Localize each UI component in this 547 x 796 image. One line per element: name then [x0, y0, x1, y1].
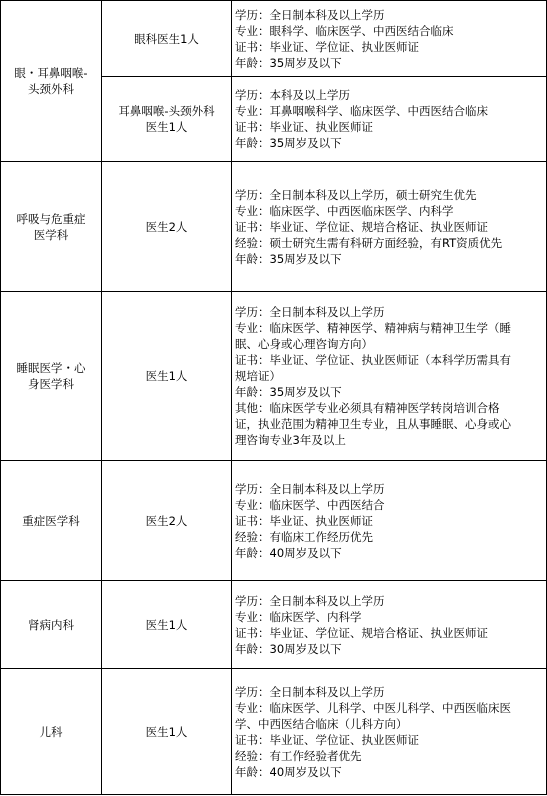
position-cell	[102, 669, 232, 795]
requirement-line: 证书：毕业证、学位证、规培合格证、执业医师证	[235, 219, 488, 234]
position-label: 医生2人	[145, 513, 188, 528]
position-cell	[102, 581, 232, 669]
requirement-line: 年龄：35周岁及以下	[235, 55, 342, 70]
requirement-line: 专业：临床医学、中西医结合	[235, 497, 385, 512]
department-cell	[1, 162, 102, 292]
requirement-line: 年龄：40周岁及以下	[235, 764, 342, 779]
table-row	[1, 1, 547, 77]
requirement-line: 专业：临床医学、内科学	[235, 609, 362, 624]
requirements-cell	[232, 77, 547, 162]
requirements-cell	[232, 1, 547, 77]
department-cell	[1, 461, 102, 581]
requirement-line: 其他：临床医学专业必须具有精神医学转岗培训合格	[235, 401, 500, 415]
requirement-line: 专业：眼科学、临床医学、中西医结合临床	[235, 23, 454, 38]
requirement-line: 年龄：35周岁及以下	[235, 385, 342, 399]
requirement-line: 理咨询专业3年及以上	[235, 433, 346, 447]
requirement-line: 专业：临床医学、精神医学、精神病与精神卫生学（睡	[235, 321, 511, 335]
table-row	[1, 581, 547, 669]
requirement-line: 经验：有临床工作经历优先	[235, 529, 373, 544]
requirement-line: 年龄：35周岁及以下	[235, 136, 342, 150]
requirement-line: 学历：全日制本科及以上学历	[235, 305, 385, 319]
table-row	[1, 669, 547, 795]
position-cell	[102, 1, 232, 77]
requirement-line: 专业：临床医学、儿科学、中医儿科学、中西医临床医	[235, 700, 511, 715]
requirement-line: 学、中西医结合临床（儿科方向）	[235, 716, 408, 731]
department-label: 呼吸与危重症	[16, 211, 86, 226]
requirement-line: 学历：全日制本科及以上学历	[235, 684, 385, 699]
department-cell	[1, 1, 102, 162]
requirement-line: 年龄：35周岁及以下	[235, 251, 342, 266]
department-label: 睡眠医学・心	[16, 361, 86, 375]
requirement-line: 证书：毕业证、学位证、执业医师证	[235, 732, 419, 747]
department-label: 头颈外科	[28, 82, 74, 96]
requirement-line: 证，执业范围为精神卫生专业，且从事睡眠、心身或心	[235, 417, 511, 431]
position-label: 医生2人	[145, 219, 188, 234]
position-label: 医生1人	[145, 617, 188, 632]
requirements-cell	[232, 581, 547, 669]
position-label: 医生1人	[145, 120, 188, 134]
department-label: 儿科	[39, 724, 63, 739]
position-label: 眼科医生1人	[134, 31, 199, 46]
department-label: 肾病内科	[28, 617, 74, 632]
requirement-line: 专业：临床医学、中西医临床医学、内科学	[235, 203, 454, 218]
department-cell	[1, 581, 102, 669]
table-row	[1, 461, 547, 581]
requirement-line: 学历：全日制本科及以上学历，硕士研究生优先	[235, 187, 477, 202]
table-row	[1, 162, 547, 292]
department-cell	[1, 669, 102, 795]
department-label: 身医学科	[28, 377, 74, 391]
requirement-line: 学历：全日制本科及以上学历	[235, 481, 385, 496]
requirements-cell	[232, 461, 547, 581]
position-label: 医生1人	[145, 724, 188, 739]
requirement-line: 学历：本科及以上学历	[235, 88, 350, 102]
position-label: 医生1人	[145, 369, 188, 383]
requirement-line: 学历：全日制本科及以上学历	[235, 7, 385, 22]
requirement-line: 经验：有工作经验者优先	[235, 748, 362, 763]
requirement-line: 眠、心身或心理咨询方向）	[235, 337, 373, 351]
requirement-line: 证书：毕业证、学位证、执业医师证	[235, 39, 419, 54]
position-label: 耳鼻咽喉-头颈外科	[118, 104, 215, 118]
department-label: 眼・耳鼻咽喉-	[14, 66, 88, 80]
requirement-line: 经验：硕士研究生需有科研方面经验，有RT资质优先	[235, 235, 503, 250]
position-cell	[102, 461, 232, 581]
requirements-cell	[232, 162, 547, 292]
table-row	[1, 292, 547, 461]
requirement-line: 证书：毕业证、学位证、执业医师证（本科学历需具有	[235, 353, 511, 367]
requirement-line: 规培证）	[235, 369, 281, 383]
position-cell	[102, 162, 232, 292]
requirement-line: 证书：毕业证、执业医师证	[235, 513, 373, 528]
department-cell	[1, 292, 102, 461]
requirements-cell	[232, 292, 547, 461]
department-label: 医学科	[33, 227, 69, 242]
requirement-line: 学历：全日制本科及以上学历	[235, 593, 385, 608]
requirement-line: 年龄：40周岁及以下	[235, 545, 342, 560]
requirement-line: 证书：毕业证、学位证、规培合格证、执业医师证	[235, 625, 488, 640]
position-cell	[102, 77, 232, 162]
position-cell	[102, 292, 232, 461]
requirement-line: 证书：毕业证、执业医师证	[235, 120, 373, 134]
requirement-line: 年龄：30周岁及以下	[235, 641, 342, 656]
requirement-line: 专业：耳鼻咽喉科学、临床医学、中西医结合临床	[235, 104, 488, 118]
department-label: 重症医学科	[22, 513, 80, 528]
requirements-cell	[232, 669, 547, 795]
